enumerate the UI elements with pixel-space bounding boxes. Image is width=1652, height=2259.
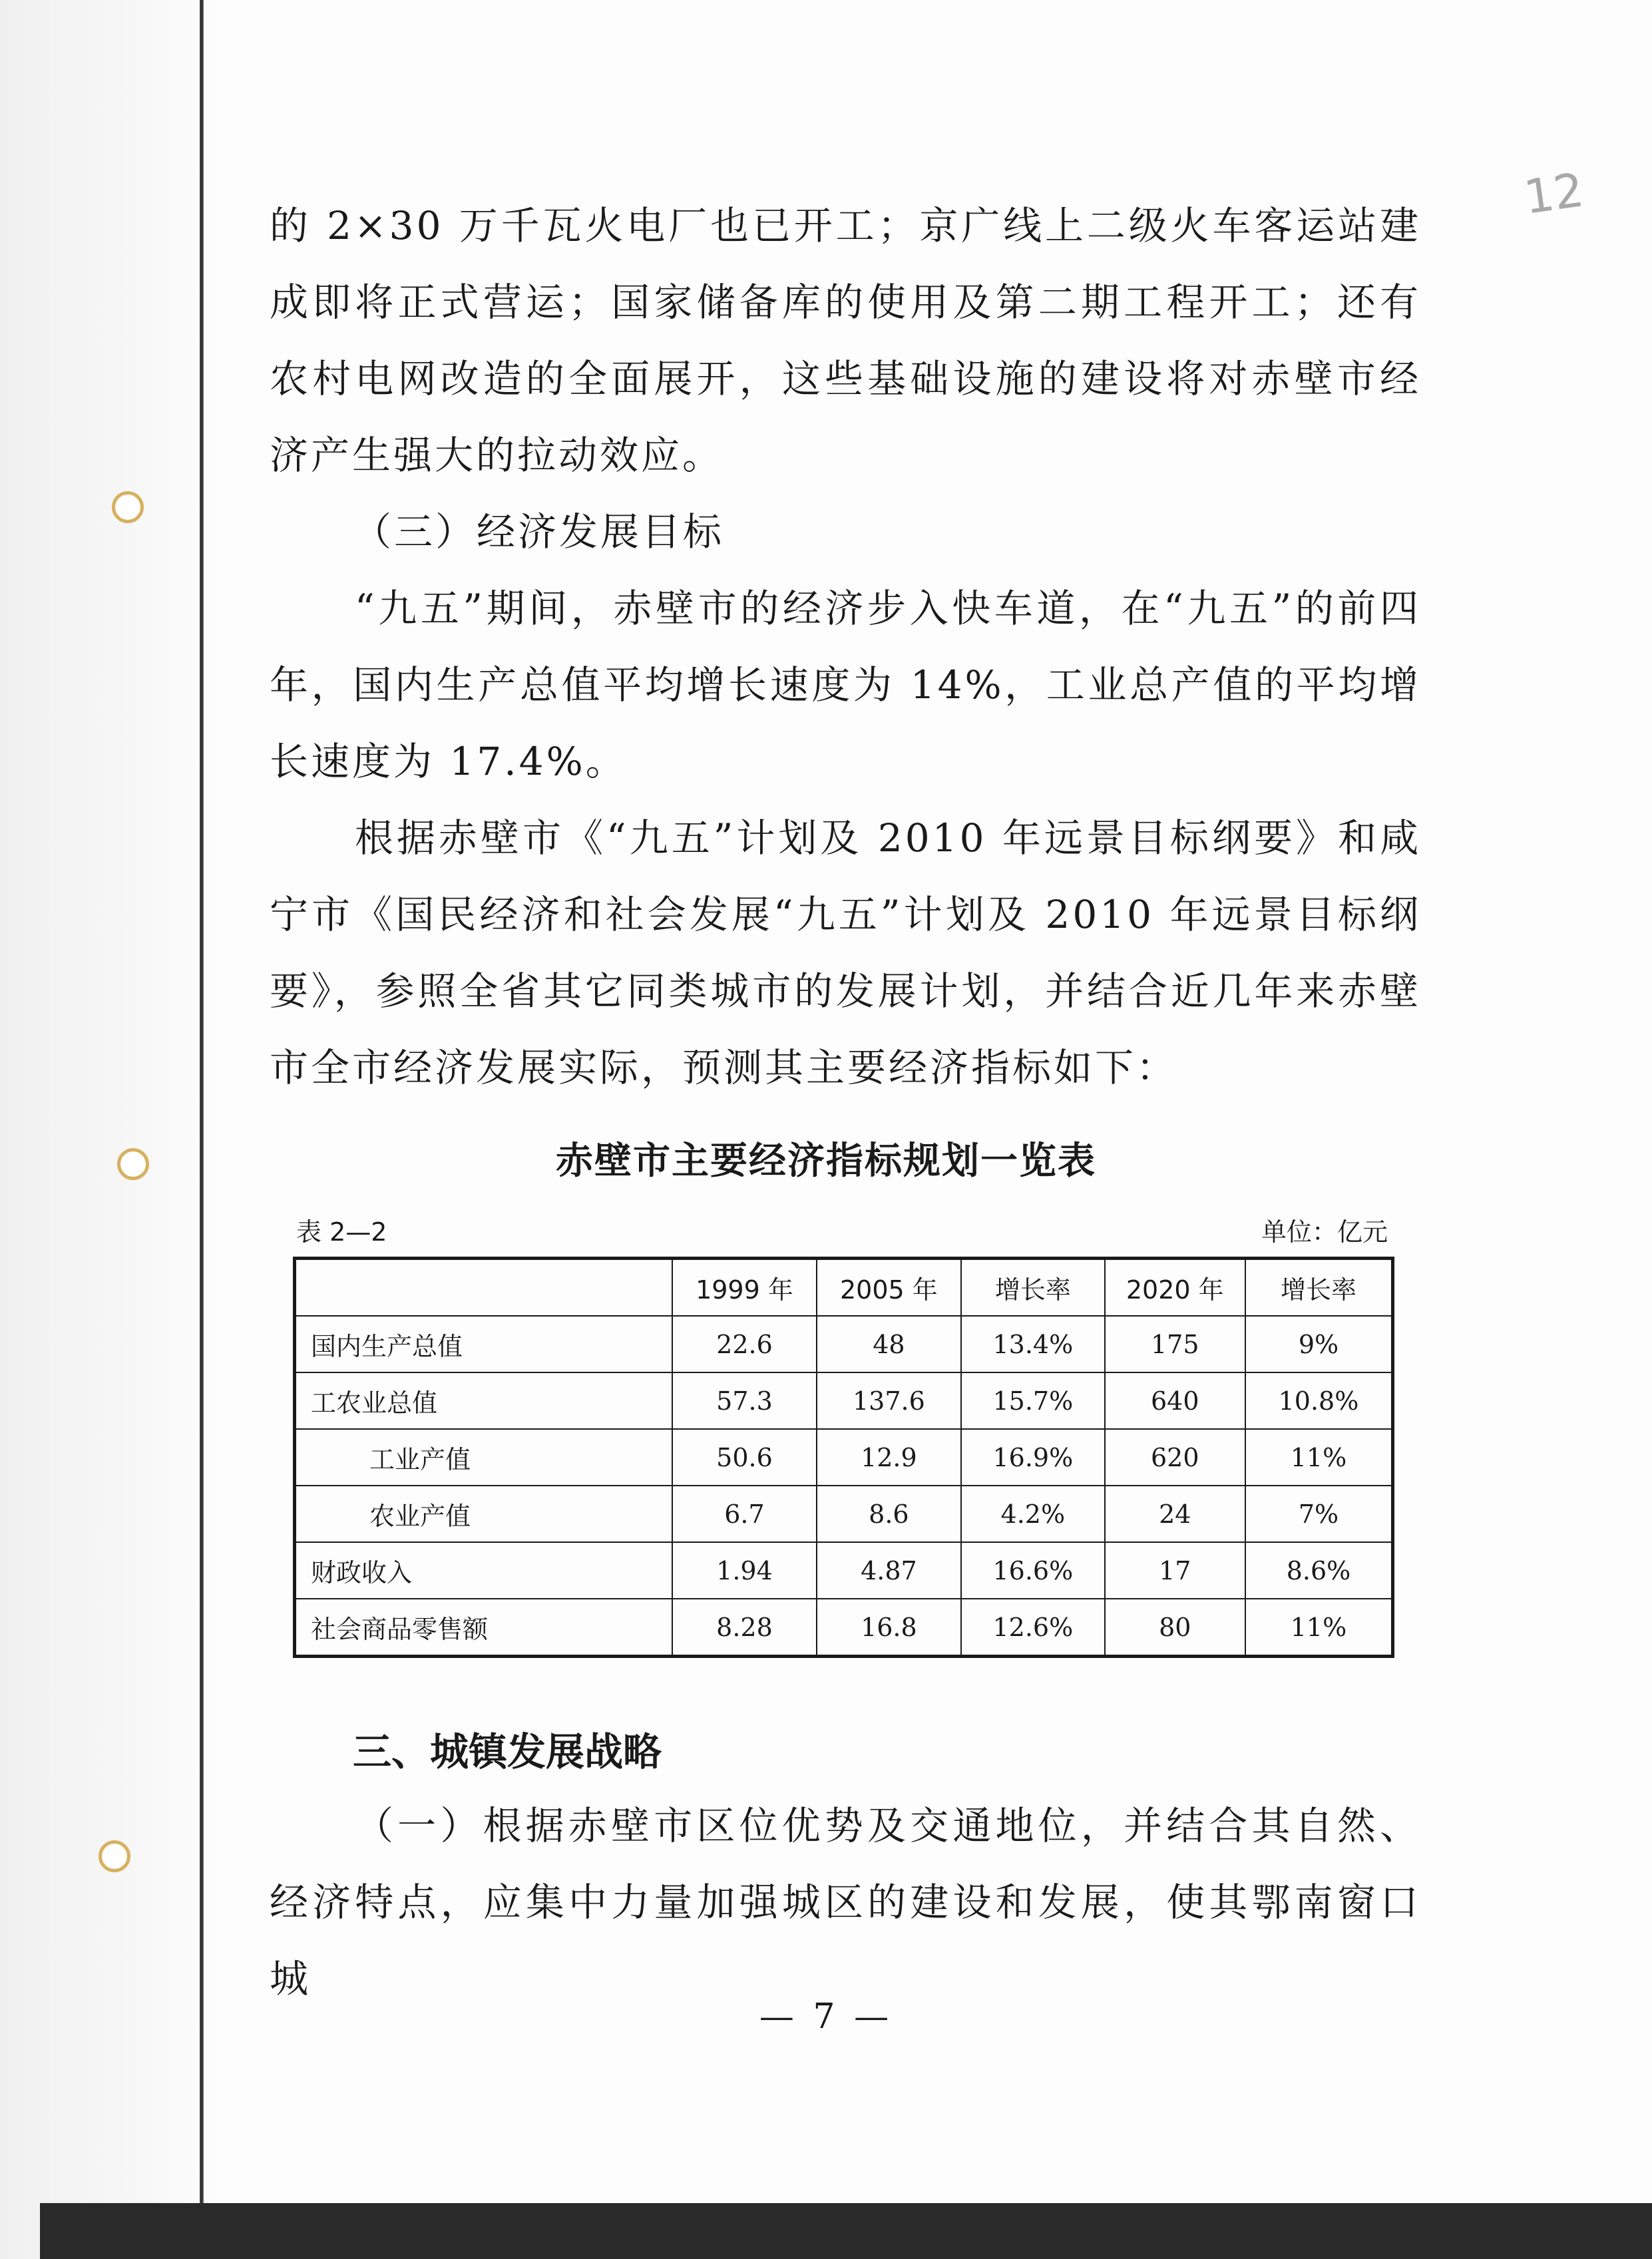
table-cell: 24 xyxy=(1105,1486,1245,1542)
table-cell: 16.8 xyxy=(817,1599,961,1657)
paragraph-town-strategy: （一）根据赤壁市区位优势及交通地位，并结合其自然、经济特点，应集中力量加强城区的建设和发展，使其鄂南窗口城 xyxy=(270,1803,1421,2001)
row-label: 工业产值 xyxy=(295,1429,673,1486)
table-cell: 6.7 xyxy=(672,1486,816,1542)
subheading-economic-goals: （三）经济发展目标 xyxy=(353,509,725,554)
table-cell: 22.6 xyxy=(672,1316,816,1372)
table-cell: 11% xyxy=(1245,1429,1393,1486)
handwritten-page-mark: 12 xyxy=(1520,162,1587,225)
table-cell: 17 xyxy=(1105,1542,1245,1599)
scan-bottom-edge xyxy=(40,2203,1652,2259)
table-cell: 80 xyxy=(1105,1599,1245,1657)
table-cell: 137.6 xyxy=(817,1372,961,1429)
punch-hole xyxy=(112,491,144,523)
table-cell: 8.28 xyxy=(672,1599,816,1657)
table-cell: 50.6 xyxy=(672,1429,816,1486)
table-cell: 4.87 xyxy=(817,1542,961,1599)
page-number: — 7 — xyxy=(759,1997,893,2037)
table-row xyxy=(295,1486,1393,1542)
table-row xyxy=(295,1599,1393,1657)
paragraph-infrastructure: 的 2×30 万千瓦火电厂也已开工；京广线上二级火车客运站建成即将正式营运；国家储备库的使用及第二期工程开工；还有农村电网改造的全面展开，这些基础设施的建设将对赤壁市经济产生强大的拉动效应。 xyxy=(270,203,1421,478)
table-cell: 15.7% xyxy=(961,1372,1105,1429)
table-cell: 175 xyxy=(1105,1316,1245,1372)
table-cell: 1.94 xyxy=(672,1542,816,1599)
table-title: 赤壁市主要经济指标规划一览表 xyxy=(556,1139,1096,1183)
header-cell: 2005 年 xyxy=(817,1259,961,1317)
table-unit: 单位：亿元 xyxy=(1261,1217,1388,1247)
table-cell: 48 xyxy=(817,1316,961,1372)
header-cell xyxy=(295,1259,673,1317)
table-cell: 16.9% xyxy=(961,1429,1105,1486)
paragraph-forecast-basis: 根据赤壁市《“九五”计划及 2010 年远景目标纲要》和咸宁市《国民经济和社会发展“九五”计划及 2010 年远景目标纲要》，参照全省其它同类城市的发展计划，并结合近几年来赤壁市全市经济发展实际，预测其主要经济指标如下： xyxy=(270,815,1421,1090)
table-cell: 12.6% xyxy=(961,1599,1105,1657)
paragraph-growth: “九五”期间，赤壁市的经济步入快车道，在“九五”的前四年，国内生产总值平均增长速度为 14%，工业总产值的平均增长速度为 17.4%。 xyxy=(270,586,1421,784)
table-row xyxy=(295,1372,1393,1429)
row-label: 国内生产总值 xyxy=(295,1316,673,1372)
header-cell: 增长率 xyxy=(1245,1259,1393,1317)
row-label: 社会商品零售额 xyxy=(295,1599,673,1657)
table-cell: 640 xyxy=(1105,1372,1245,1429)
table-cell: 8.6 xyxy=(817,1486,961,1542)
row-label: 财政收入 xyxy=(295,1542,673,1599)
table-cell: 8.6% xyxy=(1245,1542,1393,1599)
table-cell: 7% xyxy=(1245,1486,1393,1542)
table-cell: 12.9 xyxy=(817,1429,961,1486)
row-label: 农业产值 xyxy=(295,1486,673,1542)
table-cell: 13.4% xyxy=(961,1316,1105,1372)
table-row xyxy=(295,1542,1393,1599)
table-cell: 10.8% xyxy=(1245,1372,1393,1429)
table-row xyxy=(295,1429,1393,1486)
table-header-row xyxy=(295,1259,1393,1317)
header-cell: 增长率 xyxy=(961,1259,1105,1317)
table-label: 表 2—2 xyxy=(296,1217,387,1247)
table-cell: 9% xyxy=(1245,1316,1393,1372)
economic-indicators-table xyxy=(293,1257,1394,1658)
left-margin-shadow xyxy=(0,0,220,2259)
table-row xyxy=(295,1316,1393,1372)
table-cell: 11% xyxy=(1245,1599,1393,1657)
table-cell: 4.2% xyxy=(961,1486,1105,1542)
punch-hole xyxy=(99,1840,130,1872)
header-cell: 1999 年 xyxy=(672,1259,816,1317)
table-cell: 16.6% xyxy=(961,1542,1105,1599)
table-cell: 620 xyxy=(1105,1429,1245,1486)
row-label: 工农业总值 xyxy=(295,1372,673,1429)
section-heading-town-strategy: 三、城镇发展战略 xyxy=(353,1729,662,1774)
table-cell: 57.3 xyxy=(672,1372,816,1429)
header-cell: 2020 年 xyxy=(1105,1259,1245,1317)
binding-line xyxy=(200,0,204,2259)
